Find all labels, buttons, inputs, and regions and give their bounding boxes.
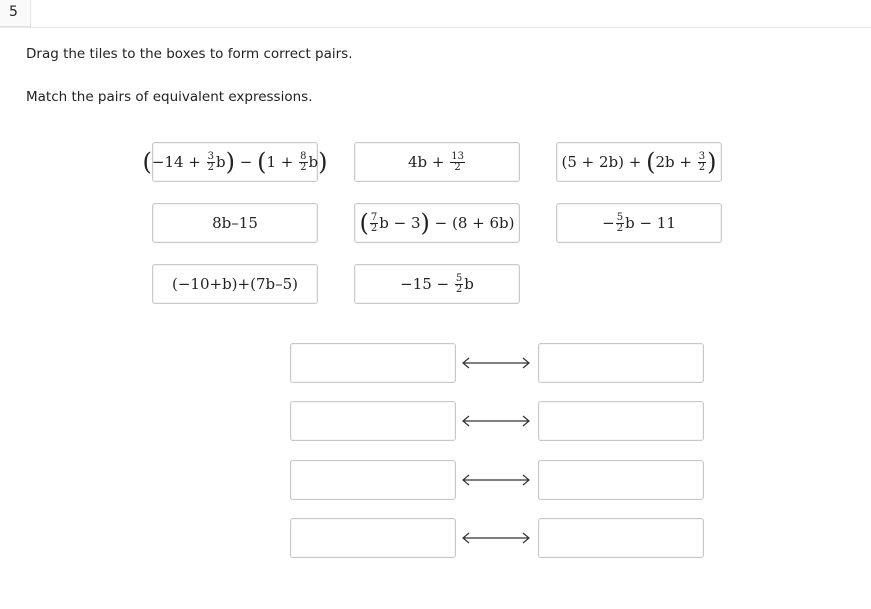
pair-2-left-box[interactable] [290,401,456,441]
double-headed-arrow-icon [461,357,531,369]
pair-3-right-box[interactable] [538,460,704,500]
fraction: $\frac{5}{2}$ [616,211,624,234]
tile-expression-3[interactable]: (5 + 2b) + ( 2b + $\frac{3}{2}$ ) [556,142,722,182]
tile-expression-7[interactable]: (−10+b)+(7b–5) [152,264,318,304]
instruction-drag: Drag the tiles to the boxes to form correct pairs. [26,46,353,62]
pair-4-right-box[interactable] [538,518,704,558]
fraction: $\frac{3}{2}$ [207,150,215,173]
double-headed-arrow-icon [461,532,531,544]
question-number: 5 [9,4,18,20]
double-headed-arrow-icon [461,415,531,427]
instruction-match: Match the pairs of equivalent expressions. [26,89,313,105]
tile-expression-2[interactable]: 4b + $\frac{13}{2}$ [354,142,520,182]
fraction: $\frac{7}{2}$ [370,211,378,234]
tile-expression-6[interactable]: − $\frac{5}{2}$ b − 11 [556,203,722,243]
tile-expression-1[interactable]: ( −14 + $\frac{3}{2}$ b ) − ( 1 + $\frac{8}{2}$ b ) [152,142,318,182]
tile-expression-5[interactable]: ( $\frac{7}{2}$ b − 3 ) − (8 + 6b) [354,203,520,243]
fraction: $\frac{3}{2}$ [698,150,706,173]
fraction: $\frac{5}{2}$ [455,272,463,295]
pair-3-left-box[interactable] [290,460,456,500]
pair-1-right-box[interactable] [538,343,704,383]
header-divider [0,27,871,28]
pair-4-left-box[interactable] [290,518,456,558]
double-headed-arrow-icon [461,474,531,486]
pair-1-left-box[interactable] [290,343,456,383]
fraction: $\frac{13}{2}$ [451,150,464,173]
fraction: $\frac{8}{2}$ [300,150,307,173]
tile-expression-8[interactable]: −15 − $\frac{5}{2}$ b [354,264,520,304]
tile-expression-4[interactable]: 8b–15 [152,203,318,243]
pair-2-right-box[interactable] [538,401,704,441]
question-number-box [0,0,31,27]
